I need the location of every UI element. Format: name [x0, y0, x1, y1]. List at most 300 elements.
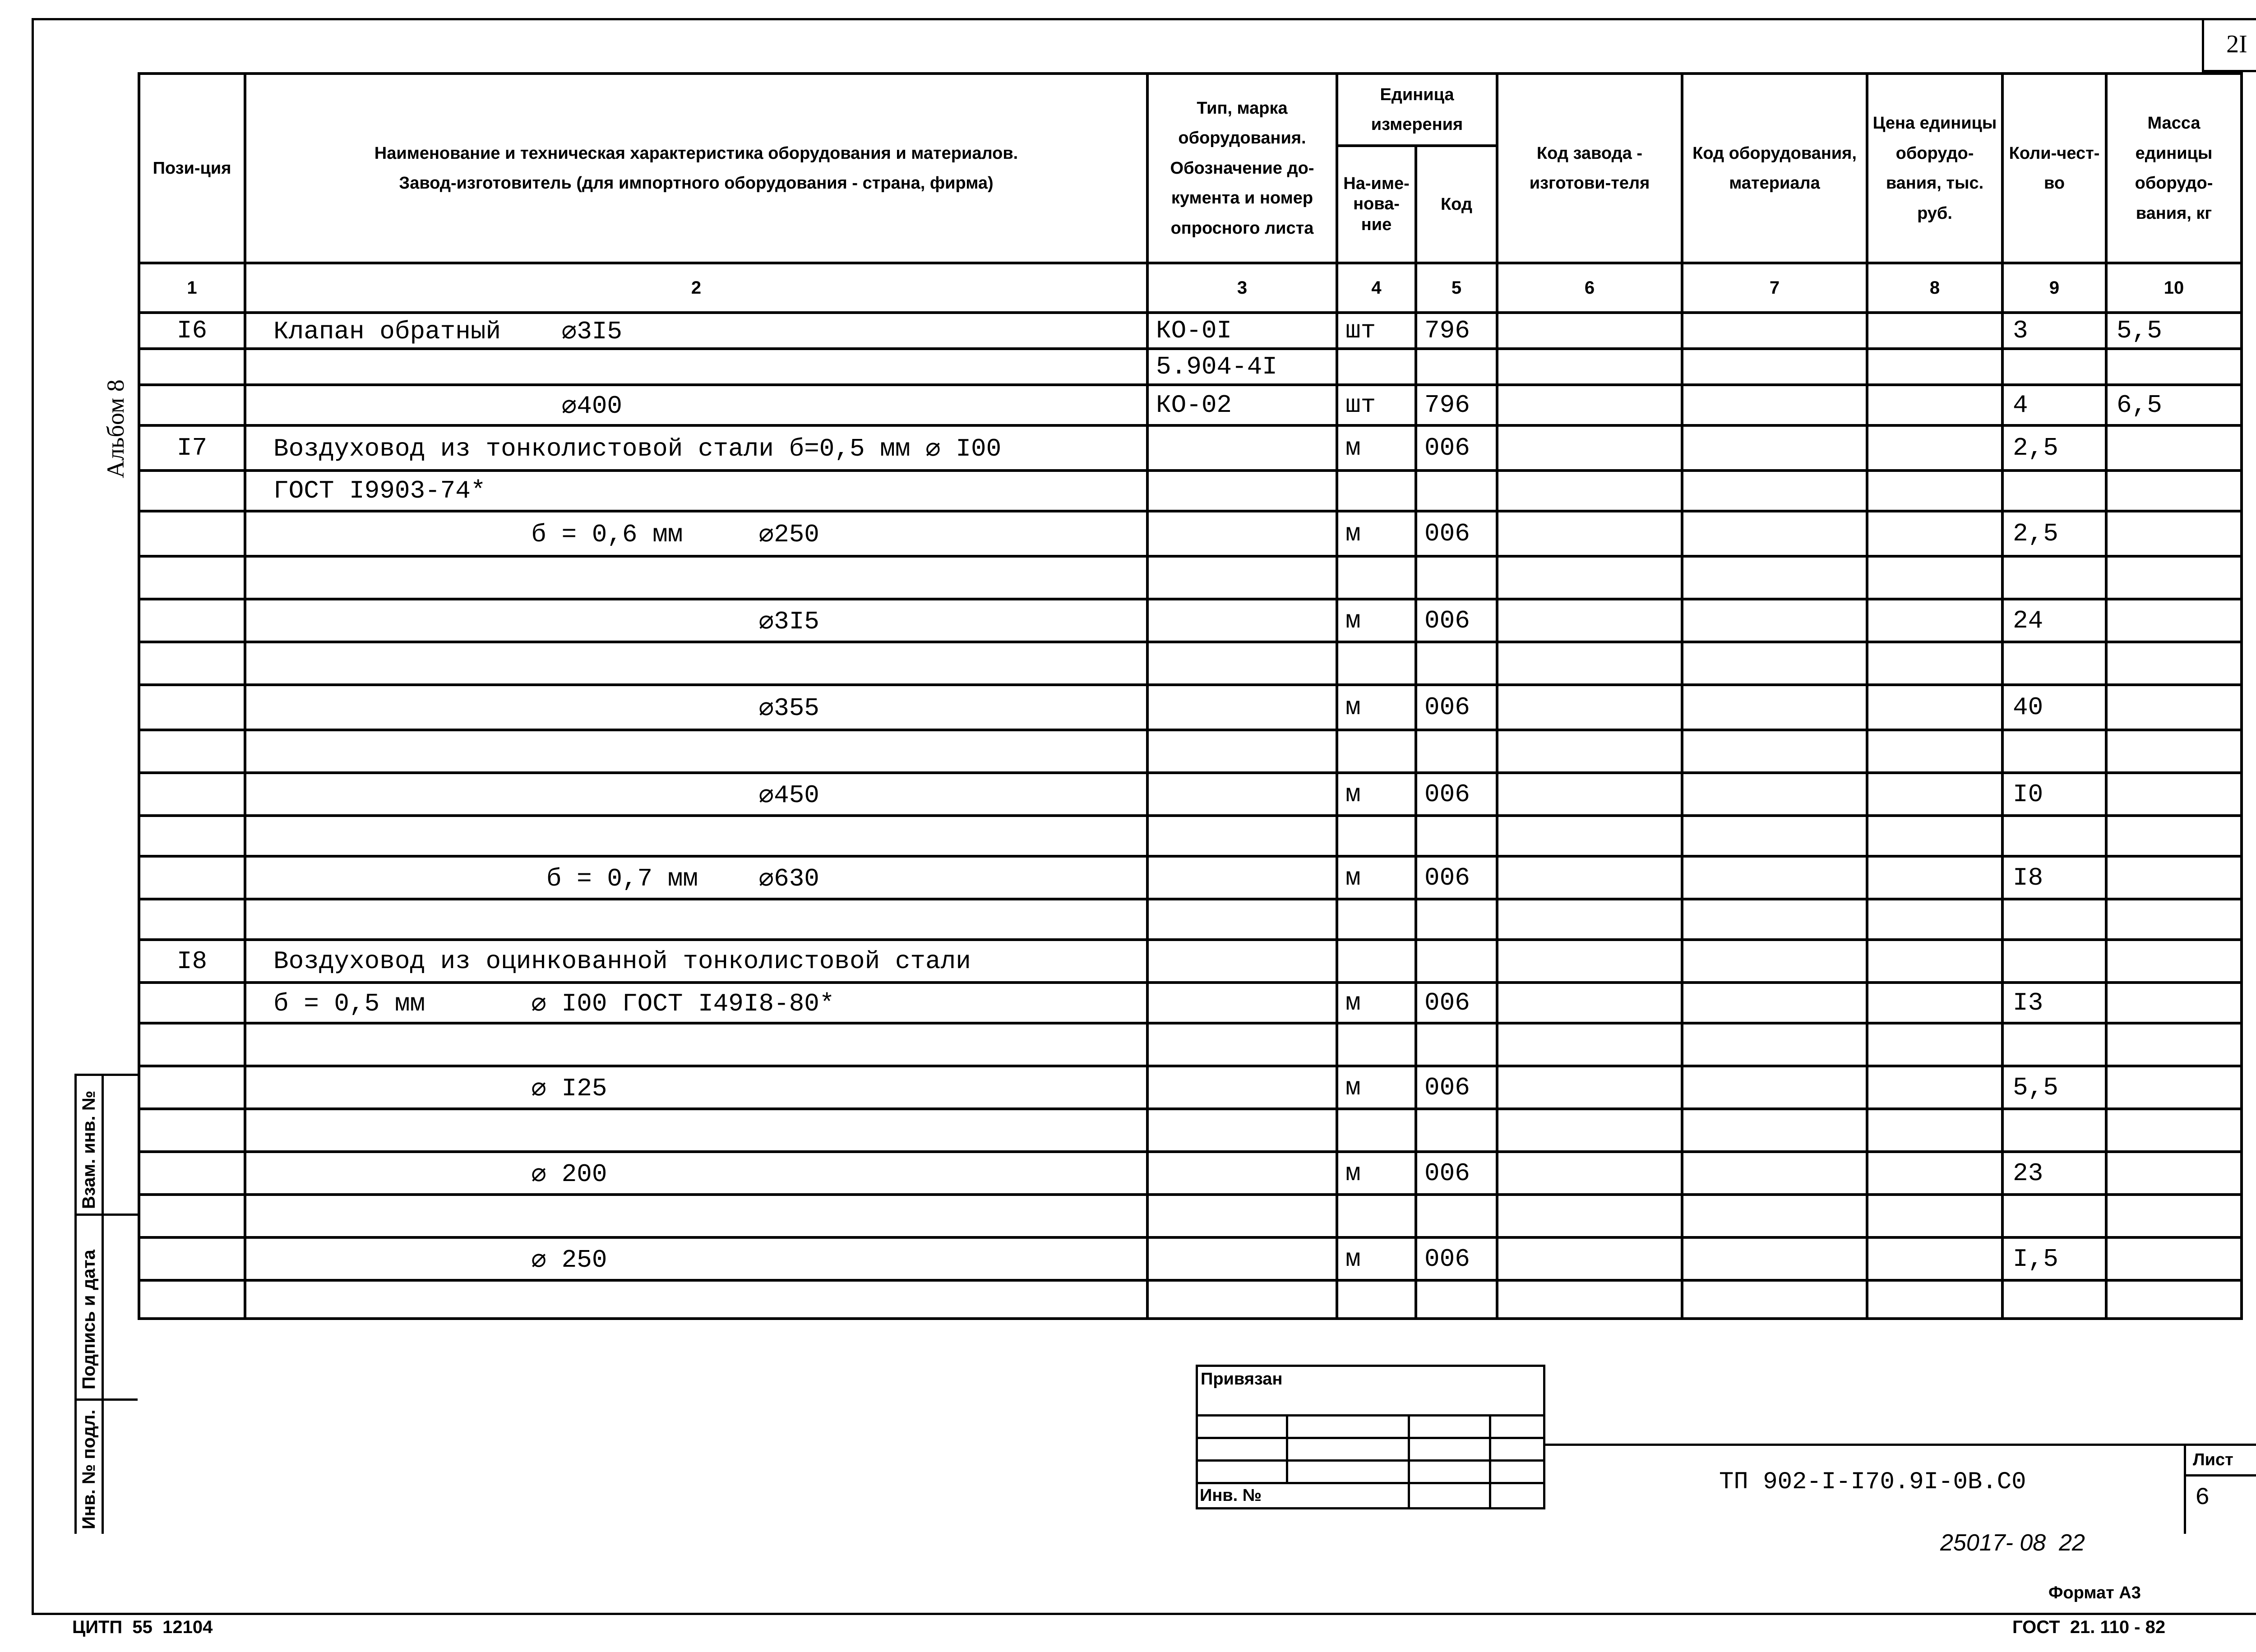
unit-cell [1337, 1195, 1416, 1237]
header-price: Цена единицы оборудо-вания, тыс. руб. [1867, 74, 2002, 263]
price-cell [1867, 1023, 2002, 1066]
price-cell [1867, 1195, 2002, 1237]
quantity-cell [2002, 1023, 2106, 1066]
name-cell: б = 0,6 мм ⌀250 [245, 511, 1147, 556]
unit-code-cell: 006 [1416, 1152, 1497, 1195]
table-row [139, 511, 2242, 556]
type-cell [1147, 642, 1337, 685]
header-mass: Масса единицы оборудо-вания, кг [2106, 74, 2242, 263]
material-code-cell [1682, 1280, 1867, 1319]
mass-cell [2106, 983, 2242, 1023]
type-cell [1147, 899, 1337, 940]
name-cell: ⌀400 [245, 385, 1147, 425]
factory-code-cell [1497, 313, 1682, 349]
table-row [139, 1280, 2242, 1319]
unit-cell [1337, 899, 1416, 940]
unit-cell [1337, 730, 1416, 773]
gost-label: ГОСТ 21. 110 - 82 [2012, 1617, 2166, 1637]
mass-cell [2106, 730, 2242, 773]
name-cell [245, 730, 1147, 773]
name-cell [245, 349, 1147, 385]
material-code-cell [1682, 899, 1867, 940]
price-cell [1867, 816, 2002, 856]
type-cell [1147, 471, 1337, 511]
price-cell [1867, 385, 2002, 425]
header-quantity: Коли-чест-во [2002, 74, 2106, 263]
type-cell [1147, 940, 1337, 983]
unit-code-cell [1416, 899, 1497, 940]
quantity-cell: 2,5 [2002, 511, 2106, 556]
mass-cell [2106, 1023, 2242, 1066]
header-unit-code: Код [1416, 146, 1497, 263]
type-cell [1147, 1195, 1337, 1237]
price-cell [1867, 1237, 2002, 1280]
price-cell [1867, 425, 2002, 471]
factory-code-cell [1497, 685, 1682, 730]
material-code-cell [1682, 511, 1867, 556]
quantity-cell: 40 [2002, 685, 2106, 730]
quantity-cell: 5,5 [2002, 1066, 2106, 1109]
quantity-cell [2002, 642, 2106, 685]
name-cell [245, 1023, 1147, 1066]
unit-cell [1337, 1280, 1416, 1319]
name-cell [245, 899, 1147, 940]
unit-code-cell [1416, 1109, 1497, 1152]
side-stamp-sep1 [74, 1214, 138, 1216]
inv-podl-label: Инв. № подл. [79, 1409, 99, 1529]
unit-cell: м [1337, 856, 1416, 899]
header-unit-group: Единица измерения [1337, 74, 1497, 146]
unit-cell [1337, 940, 1416, 983]
material-code-cell [1682, 471, 1867, 511]
factory-code-cell [1497, 385, 1682, 425]
archive-number: 25017- 08 22 [1940, 1530, 2085, 1556]
factory-code-cell [1497, 940, 1682, 983]
material-code-cell [1682, 685, 1867, 730]
unit-code-cell: 006 [1416, 511, 1497, 556]
table-row [139, 773, 2242, 816]
mass-cell [2106, 642, 2242, 685]
type-cell [1147, 773, 1337, 816]
factory-code-cell [1497, 1280, 1682, 1319]
name-cell [245, 1109, 1147, 1152]
list-box-divider [2184, 1474, 2256, 1477]
position-cell [139, 1195, 245, 1237]
factory-code-cell [1497, 1152, 1682, 1195]
table-row [139, 816, 2242, 856]
name-cell [245, 642, 1147, 685]
quantity-cell: 3 [2002, 313, 2106, 349]
name-cell: ⌀3I5 [245, 599, 1147, 642]
mass-cell [2106, 1109, 2242, 1152]
column-number-5: 5 [1416, 263, 1497, 313]
mass-cell: 5,5 [2106, 313, 2242, 349]
table-row [139, 730, 2242, 773]
factory-code-cell [1497, 511, 1682, 556]
unit-code-cell [1416, 349, 1497, 385]
name-cell [245, 816, 1147, 856]
unit-code-cell [1416, 816, 1497, 856]
unit-cell: м [1337, 773, 1416, 816]
table-row [139, 642, 2242, 685]
material-code-cell [1682, 1023, 1867, 1066]
mass-cell [2106, 856, 2242, 899]
material-code-cell [1682, 1195, 1867, 1237]
position-cell [139, 1109, 245, 1152]
type-cell [1147, 1109, 1337, 1152]
position-cell [139, 471, 245, 511]
factory-code-cell [1497, 425, 1682, 471]
privyazan-stamp [1196, 1365, 1545, 1509]
material-code-cell [1682, 425, 1867, 471]
unit-cell [1337, 349, 1416, 385]
unit-code-cell: 006 [1416, 1237, 1497, 1280]
type-cell [1147, 1023, 1337, 1066]
factory-code-cell [1497, 599, 1682, 642]
material-code-cell [1682, 642, 1867, 685]
type-cell [1147, 511, 1337, 556]
name-cell: Воздуховод из тонколистовой стали б=0,5 мм ⌀ I00 [245, 425, 1147, 471]
table-row [139, 1152, 2242, 1195]
album-label: Альбом 8 [102, 379, 129, 478]
mass-cell [2106, 511, 2242, 556]
list-label: Лист [2193, 1450, 2233, 1469]
position-cell [139, 511, 245, 556]
name-cell: ⌀355 [245, 685, 1147, 730]
unit-code-cell [1416, 730, 1497, 773]
quantity-cell [2002, 899, 2106, 940]
material-code-cell [1682, 1066, 1867, 1109]
name-cell [245, 1280, 1147, 1319]
material-code-cell [1682, 983, 1867, 1023]
sheet-number: 2I [2202, 18, 2256, 72]
mass-cell [2106, 599, 2242, 642]
position-cell: I8 [139, 940, 245, 983]
price-cell [1867, 940, 2002, 983]
mass-cell [2106, 425, 2242, 471]
inv-no-label: Инв. № [1197, 1483, 1409, 1509]
factory-code-cell [1497, 556, 1682, 599]
position-cell [139, 1066, 245, 1109]
mass-cell [2106, 1195, 2242, 1237]
unit-code-cell [1416, 940, 1497, 983]
quantity-cell [2002, 1109, 2106, 1152]
name-cell: ⌀ 200 [245, 1152, 1147, 1195]
unit-code-cell: 796 [1416, 313, 1497, 349]
unit-cell [1337, 556, 1416, 599]
side-stamp-divider [102, 1074, 104, 1534]
factory-code-cell [1497, 856, 1682, 899]
price-cell [1867, 313, 2002, 349]
material-code-cell [1682, 773, 1867, 816]
mass-cell [2106, 773, 2242, 816]
mass-cell [2106, 1237, 2242, 1280]
table-row [139, 425, 2242, 471]
price-cell [1867, 1152, 2002, 1195]
quantity-cell: 2,5 [2002, 425, 2106, 471]
price-cell [1867, 599, 2002, 642]
position-cell [139, 599, 245, 642]
name-cell: Воздуховод из оцинкованной тонколистовой стали [245, 940, 1147, 983]
quantity-cell [2002, 940, 2106, 983]
unit-cell: м [1337, 1152, 1416, 1195]
mass-cell [2106, 816, 2242, 856]
unit-cell [1337, 642, 1416, 685]
material-code-cell [1682, 313, 1867, 349]
type-cell [1147, 1152, 1337, 1195]
quantity-cell: 4 [2002, 385, 2106, 425]
material-code-cell [1682, 385, 1867, 425]
material-code-cell [1682, 1152, 1867, 1195]
format-label: Формат А3 [2048, 1583, 2141, 1602]
header-type: Тип, марка оборудования. Обозначение до-кумента и номер опросного листа [1147, 74, 1337, 263]
table-row [139, 940, 2242, 983]
mass-cell [2106, 1066, 2242, 1109]
quantity-cell [2002, 349, 2106, 385]
quantity-cell [2002, 556, 2106, 599]
price-cell [1867, 899, 2002, 940]
mass-cell: 6,5 [2106, 385, 2242, 425]
unit-code-cell: 006 [1416, 856, 1497, 899]
mass-cell [2106, 899, 2242, 940]
unit-code-cell [1416, 556, 1497, 599]
position-cell [139, 1152, 245, 1195]
material-code-cell [1682, 1237, 1867, 1280]
type-cell [1147, 425, 1337, 471]
column-number-2: 2 [245, 263, 1147, 313]
mass-cell [2106, 556, 2242, 599]
mass-cell [2106, 1280, 2242, 1319]
name-cell: Клапан обратный ⌀3I5 [245, 313, 1147, 349]
title-block-line [1543, 1444, 2256, 1446]
unit-code-cell [1416, 1195, 1497, 1237]
table-row [139, 556, 2242, 599]
column-numbers-row [139, 263, 2242, 313]
unit-cell: м [1337, 685, 1416, 730]
quantity-cell: I,5 [2002, 1237, 2106, 1280]
factory-code-cell [1497, 1109, 1682, 1152]
factory-code-cell [1497, 816, 1682, 856]
factory-code-cell [1497, 773, 1682, 816]
table-row [139, 599, 2242, 642]
position-cell [139, 556, 245, 599]
price-cell [1867, 349, 2002, 385]
unit-cell: м [1337, 511, 1416, 556]
type-cell [1147, 556, 1337, 599]
material-code-cell [1682, 349, 1867, 385]
name-cell: ГОСТ I9903-74* [245, 471, 1147, 511]
factory-code-cell [1497, 1237, 1682, 1280]
material-code-cell [1682, 730, 1867, 773]
position-cell [139, 899, 245, 940]
podpis-data-label: Подпись и дата [79, 1250, 99, 1389]
column-number-4: 4 [1337, 263, 1416, 313]
table-row [139, 1023, 2242, 1066]
unit-code-cell: 006 [1416, 983, 1497, 1023]
name-cell: ⌀ I25 [245, 1066, 1147, 1109]
quantity-cell [2002, 471, 2106, 511]
table-row [139, 471, 2242, 511]
table-row [139, 349, 2242, 385]
header-name-line1: Наименование и техническая характеристика оборудования и материалов. [374, 143, 1018, 163]
position-cell [139, 642, 245, 685]
price-cell [1867, 983, 2002, 1023]
name-cell [245, 1195, 1147, 1237]
price-cell [1867, 1066, 2002, 1109]
unit-code-cell [1416, 642, 1497, 685]
material-code-cell [1682, 816, 1867, 856]
header-material-code: Код оборудования, материала [1682, 74, 1867, 263]
unit-cell: шт [1337, 313, 1416, 349]
unit-code-cell: 006 [1416, 685, 1497, 730]
mass-cell [2106, 940, 2242, 983]
position-cell [139, 349, 245, 385]
column-number-9: 9 [2002, 263, 2106, 313]
name-cell: ⌀450 [245, 773, 1147, 816]
column-number-10: 10 [2106, 263, 2242, 313]
factory-code-cell [1497, 1023, 1682, 1066]
price-cell [1867, 642, 2002, 685]
unit-code-cell: 006 [1416, 425, 1497, 471]
name-cell [245, 556, 1147, 599]
name-cell: б = 0,5 мм ⌀ I00 ГОСТ I49I8-80* [245, 983, 1147, 1023]
table-row [139, 1195, 2242, 1237]
position-cell: I6 [139, 313, 245, 349]
type-cell: 5.904-4I [1147, 349, 1337, 385]
unit-cell: м [1337, 983, 1416, 1023]
mass-cell [2106, 685, 2242, 730]
table-row [139, 313, 2242, 349]
unit-cell: шт [1337, 385, 1416, 425]
mass-cell [2106, 349, 2242, 385]
table-row [139, 1066, 2242, 1109]
factory-code-cell [1497, 349, 1682, 385]
name-cell: б = 0,7 мм ⌀630 [245, 856, 1147, 899]
position-cell [139, 856, 245, 899]
position-cell [139, 685, 245, 730]
type-cell [1147, 1280, 1337, 1319]
price-cell [1867, 730, 2002, 773]
unit-cell [1337, 1109, 1416, 1152]
unit-code-cell: 796 [1416, 385, 1497, 425]
type-cell [1147, 599, 1337, 642]
price-cell [1867, 685, 2002, 730]
factory-code-cell [1497, 730, 1682, 773]
table-row [139, 983, 2242, 1023]
name-cell: ⌀ 250 [245, 1237, 1147, 1280]
quantity-cell: 24 [2002, 599, 2106, 642]
factory-code-cell [1497, 983, 1682, 1023]
factory-code-cell [1497, 1066, 1682, 1109]
unit-code-cell [1416, 471, 1497, 511]
mass-cell [2106, 471, 2242, 511]
position-cell [139, 816, 245, 856]
price-cell [1867, 1280, 2002, 1319]
type-cell [1147, 983, 1337, 1023]
unit-cell: м [1337, 1066, 1416, 1109]
table-row [139, 685, 2242, 730]
price-cell [1867, 773, 2002, 816]
type-cell [1147, 856, 1337, 899]
unit-code-cell: 006 [1416, 599, 1497, 642]
position-cell [139, 385, 245, 425]
quantity-cell [2002, 1195, 2106, 1237]
column-number-8: 8 [1867, 263, 2002, 313]
unit-code-cell [1416, 1280, 1497, 1319]
price-cell [1867, 511, 2002, 556]
price-cell [1867, 1109, 2002, 1152]
type-cell: КО-02 [1147, 385, 1337, 425]
quantity-cell [2002, 816, 2106, 856]
material-code-cell [1682, 856, 1867, 899]
unit-code-cell [1416, 1023, 1497, 1066]
header-position: Пози-ция [139, 74, 245, 263]
type-cell: КО-0I [1147, 313, 1337, 349]
header-unit-name: На-име-нова-ние [1337, 146, 1416, 263]
position-cell [139, 1237, 245, 1280]
position-cell: I7 [139, 425, 245, 471]
price-cell [1867, 556, 2002, 599]
column-number-1: 1 [139, 263, 245, 313]
quantity-cell: 23 [2002, 1152, 2106, 1195]
material-code-cell [1682, 940, 1867, 983]
list-number: 6 [2195, 1484, 2210, 1512]
type-cell [1147, 1237, 1337, 1280]
document-designation: ТП 902-I-I70.9I-0В.С0 [1719, 1468, 2026, 1496]
quantity-cell: I3 [2002, 983, 2106, 1023]
header-factory-code: Код завода - изготови-теля [1497, 74, 1682, 263]
position-cell [139, 1023, 245, 1066]
type-cell [1147, 1066, 1337, 1109]
unit-cell [1337, 1023, 1416, 1066]
bottom-rule [32, 1613, 2220, 1615]
quantity-cell: I8 [2002, 856, 2106, 899]
unit-cell: м [1337, 425, 1416, 471]
vzam-inv-label: Взам. инв. № [79, 1090, 99, 1209]
table-row [139, 856, 2242, 899]
position-cell [139, 983, 245, 1023]
unit-code-cell: 006 [1416, 773, 1497, 816]
type-cell [1147, 816, 1337, 856]
position-cell [139, 773, 245, 816]
factory-code-cell [1497, 899, 1682, 940]
privyazan-label: Привязан [1197, 1366, 1544, 1416]
specification-table [138, 72, 2243, 1320]
factory-code-cell [1497, 471, 1682, 511]
price-cell [1867, 856, 2002, 899]
unit-cell [1337, 816, 1416, 856]
table-row [139, 385, 2242, 425]
column-number-3: 3 [1147, 263, 1337, 313]
quantity-cell: I0 [2002, 773, 2106, 816]
mass-cell [2106, 1152, 2242, 1195]
factory-code-cell [1497, 642, 1682, 685]
price-cell [1867, 471, 2002, 511]
position-cell [139, 1280, 245, 1319]
column-number-7: 7 [1682, 263, 1867, 313]
unit-cell [1337, 471, 1416, 511]
factory-code-cell [1497, 1195, 1682, 1237]
column-number-6: 6 [1497, 263, 1682, 313]
table-row [139, 1237, 2242, 1280]
unit-code-cell: 006 [1416, 1066, 1497, 1109]
material-code-cell [1682, 599, 1867, 642]
table-row [139, 1109, 2242, 1152]
side-stamp-sep2 [74, 1398, 138, 1401]
material-code-cell [1682, 556, 1867, 599]
header-name-line2: Завод-изготовитель (для импортного оборудования - страна, фирма) [399, 174, 994, 193]
quantity-cell [2002, 1280, 2106, 1319]
